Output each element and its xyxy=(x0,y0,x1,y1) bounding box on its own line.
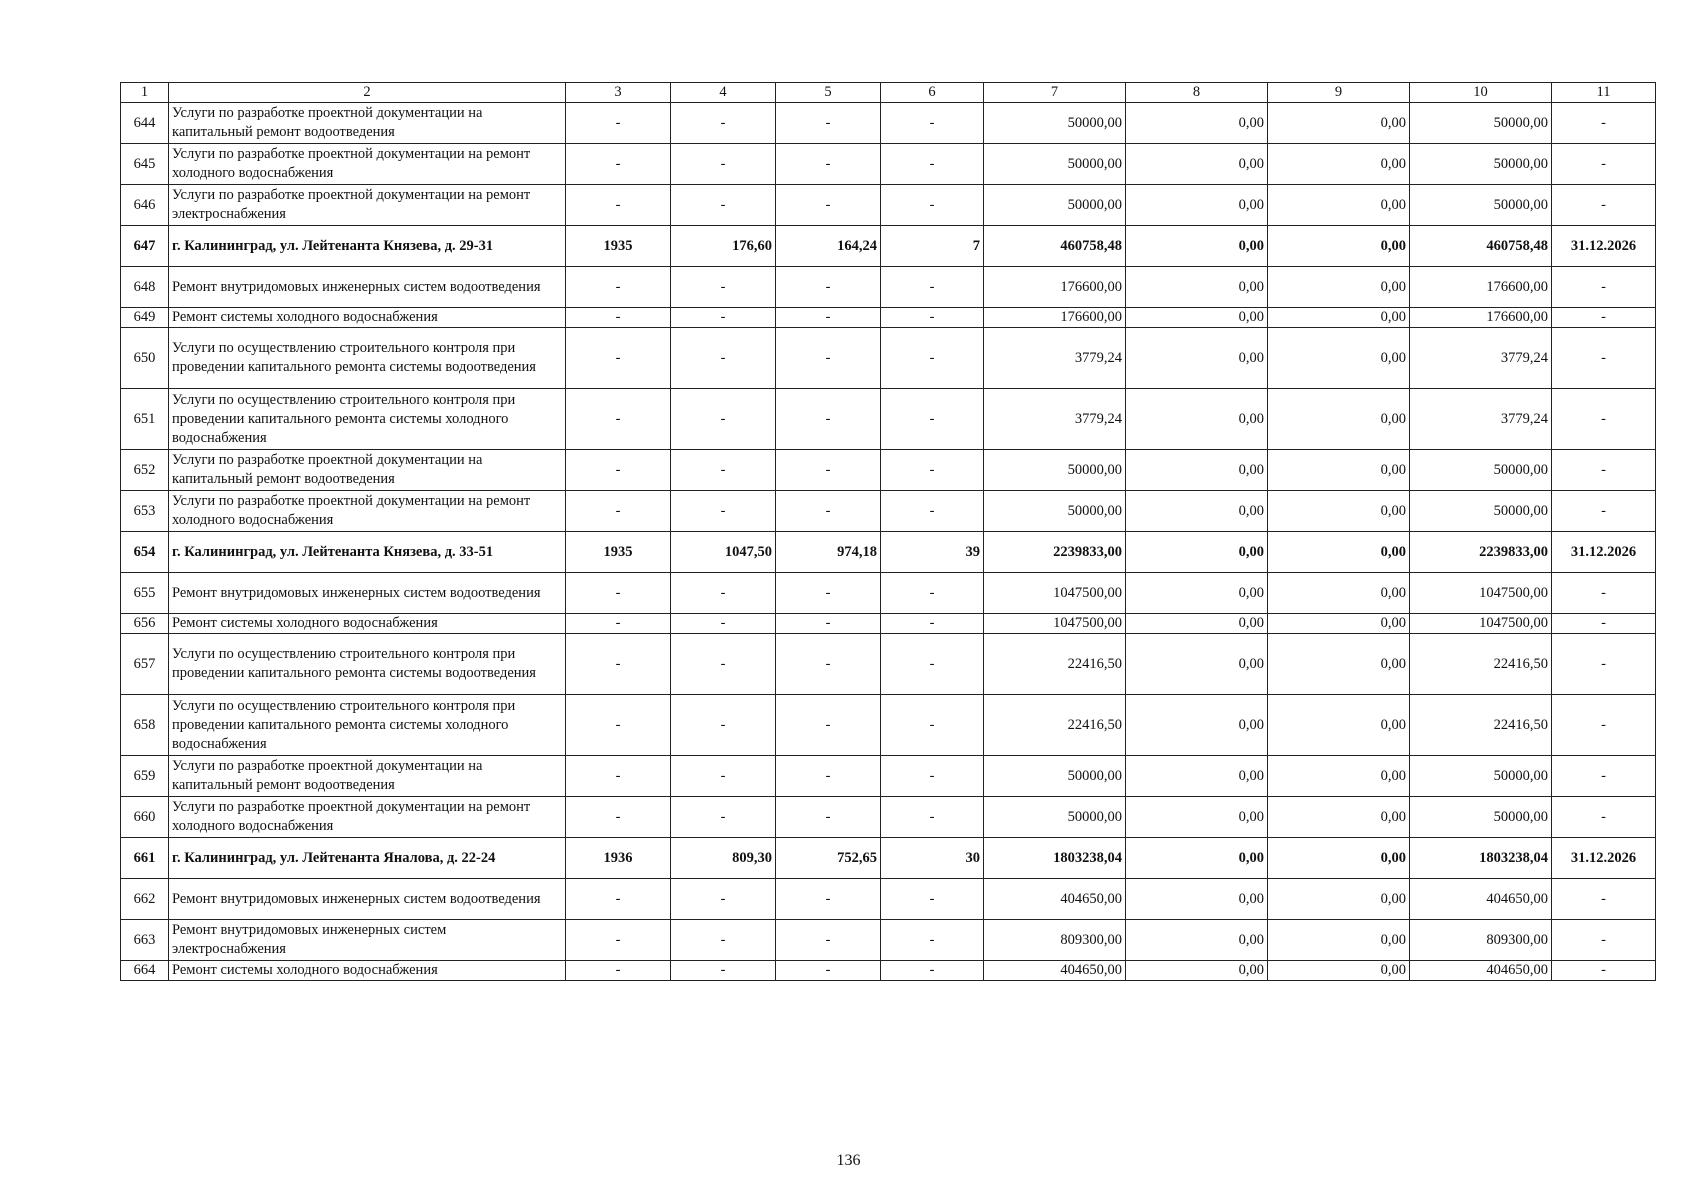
cell-col8: 0,00 xyxy=(1126,797,1268,838)
cell-col7: 3779,24 xyxy=(984,389,1126,450)
row-number: 650 xyxy=(121,328,169,389)
column-header: 1 xyxy=(121,83,169,103)
row-number: 655 xyxy=(121,573,169,614)
table-row xyxy=(121,879,1656,920)
cell-col9: 0,00 xyxy=(1268,532,1410,573)
row-description: г. Калининград, ул. Лейтенанта Князева, д. 29-31 xyxy=(169,226,566,267)
cell-col9: 0,00 xyxy=(1268,185,1410,226)
row-description: Ремонт внутридомовых инженерных систем электроснабжения xyxy=(169,920,566,961)
table-header-row xyxy=(121,83,1656,103)
cell-col8: 0,00 xyxy=(1126,103,1268,144)
cell-col7: 50000,00 xyxy=(984,756,1126,797)
cell-col11: - xyxy=(1552,797,1656,838)
cell-col11: - xyxy=(1552,695,1656,756)
cell-col5: - xyxy=(776,879,881,920)
cell-col11: - xyxy=(1552,573,1656,614)
row-description: Услуги по разработке проектной документации на ремонт холодного водоснабжения xyxy=(169,144,566,185)
cell-col6: - xyxy=(881,756,984,797)
cell-col5: - xyxy=(776,328,881,389)
cell-col9: 0,00 xyxy=(1268,144,1410,185)
cell-col5: - xyxy=(776,185,881,226)
cell-year: - xyxy=(566,879,671,920)
cell-col4: 1047,50 xyxy=(671,532,776,573)
cell-col7: 176600,00 xyxy=(984,267,1126,308)
data-table xyxy=(120,82,1656,981)
cell-col11: - xyxy=(1552,389,1656,450)
cell-col10: 176600,00 xyxy=(1410,308,1552,328)
cell-col6: - xyxy=(881,185,984,226)
cell-col7: 404650,00 xyxy=(984,879,1126,920)
cell-col6: - xyxy=(881,144,984,185)
cell-year: - xyxy=(566,450,671,491)
row-number: 662 xyxy=(121,879,169,920)
cell-year: - xyxy=(566,103,671,144)
cell-col4: - xyxy=(671,961,776,981)
row-number: 653 xyxy=(121,491,169,532)
row-description: Ремонт внутридомовых инженерных систем водоотведения xyxy=(169,267,566,308)
cell-col5: - xyxy=(776,491,881,532)
column-header: 10 xyxy=(1410,83,1552,103)
cell-col5: - xyxy=(776,797,881,838)
row-description: Услуги по осуществлению строительного контроля при проведении капитального ремонта системы холодного водоснабжения xyxy=(169,389,566,450)
row-number: 656 xyxy=(121,614,169,634)
row-number: 660 xyxy=(121,797,169,838)
row-number: 646 xyxy=(121,185,169,226)
column-header: 7 xyxy=(984,83,1126,103)
cell-year: - xyxy=(566,328,671,389)
cell-col6: - xyxy=(881,450,984,491)
table-row xyxy=(121,450,1656,491)
row-number: 661 xyxy=(121,838,169,879)
table-row xyxy=(121,328,1656,389)
table-row xyxy=(121,695,1656,756)
row-description: Услуги по осуществлению строительного контроля при проведении капитального ремонта системы водоотведения xyxy=(169,328,566,389)
cell-col5: - xyxy=(776,103,881,144)
cell-col10: 3779,24 xyxy=(1410,328,1552,389)
cell-col8: 0,00 xyxy=(1126,573,1268,614)
cell-col10: 404650,00 xyxy=(1410,961,1552,981)
cell-col9: 0,00 xyxy=(1268,961,1410,981)
cell-col9: 0,00 xyxy=(1268,634,1410,695)
cell-col8: 0,00 xyxy=(1126,491,1268,532)
cell-col4: - xyxy=(671,185,776,226)
row-number: 647 xyxy=(121,226,169,267)
cell-col5: - xyxy=(776,695,881,756)
row-description: Услуги по разработке проектной документации на капитальный ремонт водоотведения xyxy=(169,756,566,797)
table-row xyxy=(121,103,1656,144)
row-number: 654 xyxy=(121,532,169,573)
cell-col4: - xyxy=(671,797,776,838)
cell-col5: - xyxy=(776,389,881,450)
cell-year: 1936 xyxy=(566,838,671,879)
cell-col11: - xyxy=(1552,961,1656,981)
cell-col5: - xyxy=(776,267,881,308)
cell-col6: - xyxy=(881,103,984,144)
cell-col10: 50000,00 xyxy=(1410,491,1552,532)
row-description: Ремонт системы холодного водоснабжения xyxy=(169,308,566,328)
cell-col4: - xyxy=(671,573,776,614)
cell-col5: - xyxy=(776,450,881,491)
cell-col10: 3779,24 xyxy=(1410,389,1552,450)
cell-year: - xyxy=(566,389,671,450)
row-number: 648 xyxy=(121,267,169,308)
cell-col10: 50000,00 xyxy=(1410,103,1552,144)
cell-col10: 460758,48 xyxy=(1410,226,1552,267)
table-row xyxy=(121,532,1656,573)
table-body xyxy=(121,103,1656,981)
cell-col11: - xyxy=(1552,634,1656,695)
cell-year: - xyxy=(566,144,671,185)
table-row xyxy=(121,756,1656,797)
cell-col5: - xyxy=(776,920,881,961)
cell-col9: 0,00 xyxy=(1268,614,1410,634)
cell-col5: - xyxy=(776,573,881,614)
cell-col8: 0,00 xyxy=(1126,267,1268,308)
cell-col8: 0,00 xyxy=(1126,226,1268,267)
row-description: Услуги по разработке проектной документации на ремонт холодного водоснабжения xyxy=(169,491,566,532)
cell-col4: - xyxy=(671,491,776,532)
cell-col10: 2239833,00 xyxy=(1410,532,1552,573)
row-description: Ремонт внутридомовых инженерных систем водоотведения xyxy=(169,879,566,920)
cell-col10: 50000,00 xyxy=(1410,185,1552,226)
row-description: Ремонт системы холодного водоснабжения xyxy=(169,614,566,634)
cell-col11: 31.12.2026 xyxy=(1552,838,1656,879)
cell-col10: 1803238,04 xyxy=(1410,838,1552,879)
table-row xyxy=(121,308,1656,328)
cell-col8: 0,00 xyxy=(1126,961,1268,981)
cell-col10: 809300,00 xyxy=(1410,920,1552,961)
cell-col7: 1047500,00 xyxy=(984,614,1126,634)
cell-col6: - xyxy=(881,573,984,614)
cell-col9: 0,00 xyxy=(1268,879,1410,920)
cell-col6: - xyxy=(881,879,984,920)
cell-col9: 0,00 xyxy=(1268,491,1410,532)
row-description: Услуги по разработке проектной документации на ремонт электроснабжения xyxy=(169,185,566,226)
table-row xyxy=(121,185,1656,226)
cell-col7: 50000,00 xyxy=(984,797,1126,838)
cell-col9: 0,00 xyxy=(1268,308,1410,328)
cell-col5: - xyxy=(776,308,881,328)
row-number: 645 xyxy=(121,144,169,185)
cell-col8: 0,00 xyxy=(1126,695,1268,756)
cell-year: - xyxy=(566,756,671,797)
table-row xyxy=(121,389,1656,450)
cell-col9: 0,00 xyxy=(1268,267,1410,308)
cell-col5: - xyxy=(776,634,881,695)
cell-col6: - xyxy=(881,389,984,450)
cell-col8: 0,00 xyxy=(1126,838,1268,879)
cell-col8: 0,00 xyxy=(1126,756,1268,797)
row-description: Услуги по разработке проектной документации на ремонт холодного водоснабжения xyxy=(169,797,566,838)
row-description: Услуги по осуществлению строительного контроля при проведении капитального ремонта системы водоотведения xyxy=(169,634,566,695)
cell-year: 1935 xyxy=(566,226,671,267)
cell-col6: - xyxy=(881,920,984,961)
cell-col6: 7 xyxy=(881,226,984,267)
cell-col11: - xyxy=(1552,308,1656,328)
cell-col8: 0,00 xyxy=(1126,389,1268,450)
cell-col4: - xyxy=(671,328,776,389)
cell-col11: 31.12.2026 xyxy=(1552,532,1656,573)
row-number: 649 xyxy=(121,308,169,328)
row-description: Услуги по осуществлению строительного контроля при проведении капитального ремонта системы холодного водоснабжения xyxy=(169,695,566,756)
cell-col9: 0,00 xyxy=(1268,797,1410,838)
cell-col4: - xyxy=(671,450,776,491)
cell-col7: 50000,00 xyxy=(984,144,1126,185)
cell-col4: - xyxy=(671,389,776,450)
cell-year: - xyxy=(566,491,671,532)
cell-year: 1935 xyxy=(566,532,671,573)
cell-col9: 0,00 xyxy=(1268,838,1410,879)
cell-col10: 50000,00 xyxy=(1410,450,1552,491)
cell-col9: 0,00 xyxy=(1268,695,1410,756)
cell-year: - xyxy=(566,695,671,756)
cell-col11: - xyxy=(1552,920,1656,961)
cell-col9: 0,00 xyxy=(1268,226,1410,267)
table-row xyxy=(121,267,1656,308)
table-row xyxy=(121,491,1656,532)
cell-col7: 809300,00 xyxy=(984,920,1126,961)
cell-col11: - xyxy=(1552,328,1656,389)
cell-col11: 31.12.2026 xyxy=(1552,226,1656,267)
row-description: Услуги по разработке проектной документации на капитальный ремонт водоотведения xyxy=(169,450,566,491)
cell-col9: 0,00 xyxy=(1268,756,1410,797)
cell-year: - xyxy=(566,573,671,614)
cell-col6: - xyxy=(881,328,984,389)
cell-col5: 752,65 xyxy=(776,838,881,879)
column-header: 11 xyxy=(1552,83,1656,103)
cell-col9: 0,00 xyxy=(1268,328,1410,389)
cell-col10: 50000,00 xyxy=(1410,144,1552,185)
cell-col6: - xyxy=(881,491,984,532)
cell-col6: - xyxy=(881,797,984,838)
cell-col6: - xyxy=(881,308,984,328)
cell-col4: - xyxy=(671,144,776,185)
cell-year: - xyxy=(566,614,671,634)
cell-col8: 0,00 xyxy=(1126,450,1268,491)
cell-year: - xyxy=(566,797,671,838)
cell-col7: 22416,50 xyxy=(984,695,1126,756)
cell-col4: - xyxy=(671,614,776,634)
cell-col9: 0,00 xyxy=(1268,103,1410,144)
cell-col7: 176600,00 xyxy=(984,308,1126,328)
row-description: г. Калининград, ул. Лейтенанта Князева, д. 33-51 xyxy=(169,532,566,573)
cell-col8: 0,00 xyxy=(1126,879,1268,920)
cell-col8: 0,00 xyxy=(1126,920,1268,961)
table-row xyxy=(121,144,1656,185)
cell-col8: 0,00 xyxy=(1126,144,1268,185)
cell-col5: 974,18 xyxy=(776,532,881,573)
cell-col9: 0,00 xyxy=(1268,573,1410,614)
cell-col6: - xyxy=(881,695,984,756)
cell-col7: 404650,00 xyxy=(984,961,1126,981)
cell-col9: 0,00 xyxy=(1268,389,1410,450)
cell-col10: 1047500,00 xyxy=(1410,573,1552,614)
cell-col4: - xyxy=(671,634,776,695)
cell-col5: - xyxy=(776,756,881,797)
cell-col9: 0,00 xyxy=(1268,450,1410,491)
row-number: 644 xyxy=(121,103,169,144)
cell-year: - xyxy=(566,308,671,328)
cell-col4: 176,60 xyxy=(671,226,776,267)
cell-col6: 30 xyxy=(881,838,984,879)
cell-col5: - xyxy=(776,144,881,185)
table-row xyxy=(121,634,1656,695)
page-number: 136 xyxy=(836,1152,861,1169)
cell-col7: 1047500,00 xyxy=(984,573,1126,614)
column-header: 4 xyxy=(671,83,776,103)
cell-year: - xyxy=(566,634,671,695)
cell-year: - xyxy=(566,961,671,981)
cell-col11: - xyxy=(1552,491,1656,532)
cell-col7: 50000,00 xyxy=(984,491,1126,532)
cell-col6: 39 xyxy=(881,532,984,573)
cell-col4: - xyxy=(671,267,776,308)
row-number: 664 xyxy=(121,961,169,981)
cell-col7: 50000,00 xyxy=(984,185,1126,226)
cell-col8: 0,00 xyxy=(1126,328,1268,389)
cell-col10: 22416,50 xyxy=(1410,634,1552,695)
cell-col4: - xyxy=(671,756,776,797)
cell-col4: 809,30 xyxy=(671,838,776,879)
cell-col8: 0,00 xyxy=(1126,614,1268,634)
cell-col8: 0,00 xyxy=(1126,185,1268,226)
cell-col11: - xyxy=(1552,879,1656,920)
table-row xyxy=(121,797,1656,838)
cell-col4: - xyxy=(671,879,776,920)
column-header: 6 xyxy=(881,83,984,103)
cell-col5: - xyxy=(776,614,881,634)
cell-col4: - xyxy=(671,695,776,756)
row-number: 657 xyxy=(121,634,169,695)
cell-col5: - xyxy=(776,961,881,981)
cell-col4: - xyxy=(671,103,776,144)
cell-col10: 176600,00 xyxy=(1410,267,1552,308)
column-header: 8 xyxy=(1126,83,1268,103)
column-header: 5 xyxy=(776,83,881,103)
cell-col10: 22416,50 xyxy=(1410,695,1552,756)
cell-col5: 164,24 xyxy=(776,226,881,267)
cell-col7: 460758,48 xyxy=(984,226,1126,267)
cell-col10: 50000,00 xyxy=(1410,797,1552,838)
cell-col6: - xyxy=(881,267,984,308)
cell-col8: 0,00 xyxy=(1126,308,1268,328)
table-row xyxy=(121,961,1656,981)
row-number: 651 xyxy=(121,389,169,450)
cell-col6: - xyxy=(881,634,984,695)
cell-col8: 0,00 xyxy=(1126,532,1268,573)
row-description: Ремонт системы холодного водоснабжения xyxy=(169,961,566,981)
cell-col10: 1047500,00 xyxy=(1410,614,1552,634)
row-number: 659 xyxy=(121,756,169,797)
column-header: 2 xyxy=(169,83,566,103)
row-number: 658 xyxy=(121,695,169,756)
column-header: 9 xyxy=(1268,83,1410,103)
row-number: 652 xyxy=(121,450,169,491)
column-header: 3 xyxy=(566,83,671,103)
cell-col11: - xyxy=(1552,450,1656,491)
cell-col4: - xyxy=(671,308,776,328)
cell-col4: - xyxy=(671,920,776,961)
row-description: г. Калининград, ул. Лейтенанта Яналова, д. 22-24 xyxy=(169,838,566,879)
row-description: Услуги по разработке проектной документации на капитальный ремонт водоотведения xyxy=(169,103,566,144)
cell-col6: - xyxy=(881,614,984,634)
table-row xyxy=(121,838,1656,879)
table-row xyxy=(121,573,1656,614)
cell-year: - xyxy=(566,920,671,961)
cell-col11: - xyxy=(1552,144,1656,185)
cell-col11: - xyxy=(1552,185,1656,226)
table-row xyxy=(121,614,1656,634)
cell-col11: - xyxy=(1552,756,1656,797)
cell-col7: 2239833,00 xyxy=(984,532,1126,573)
cell-col11: - xyxy=(1552,614,1656,634)
table-row xyxy=(121,920,1656,961)
cell-col10: 404650,00 xyxy=(1410,879,1552,920)
cell-col6: - xyxy=(881,961,984,981)
cell-col7: 50000,00 xyxy=(984,450,1126,491)
table-row xyxy=(121,226,1656,267)
cell-year: - xyxy=(566,185,671,226)
cell-col8: 0,00 xyxy=(1126,634,1268,695)
cell-col7: 3779,24 xyxy=(984,328,1126,389)
cell-year: - xyxy=(566,267,671,308)
row-number: 663 xyxy=(121,920,169,961)
cell-col11: - xyxy=(1552,267,1656,308)
cell-col7: 1803238,04 xyxy=(984,838,1126,879)
cell-col7: 50000,00 xyxy=(984,103,1126,144)
cell-col10: 50000,00 xyxy=(1410,756,1552,797)
cell-col11: - xyxy=(1552,103,1656,144)
row-description: Ремонт внутридомовых инженерных систем водоотведения xyxy=(169,573,566,614)
cell-col9: 0,00 xyxy=(1268,920,1410,961)
cell-col7: 22416,50 xyxy=(984,634,1126,695)
